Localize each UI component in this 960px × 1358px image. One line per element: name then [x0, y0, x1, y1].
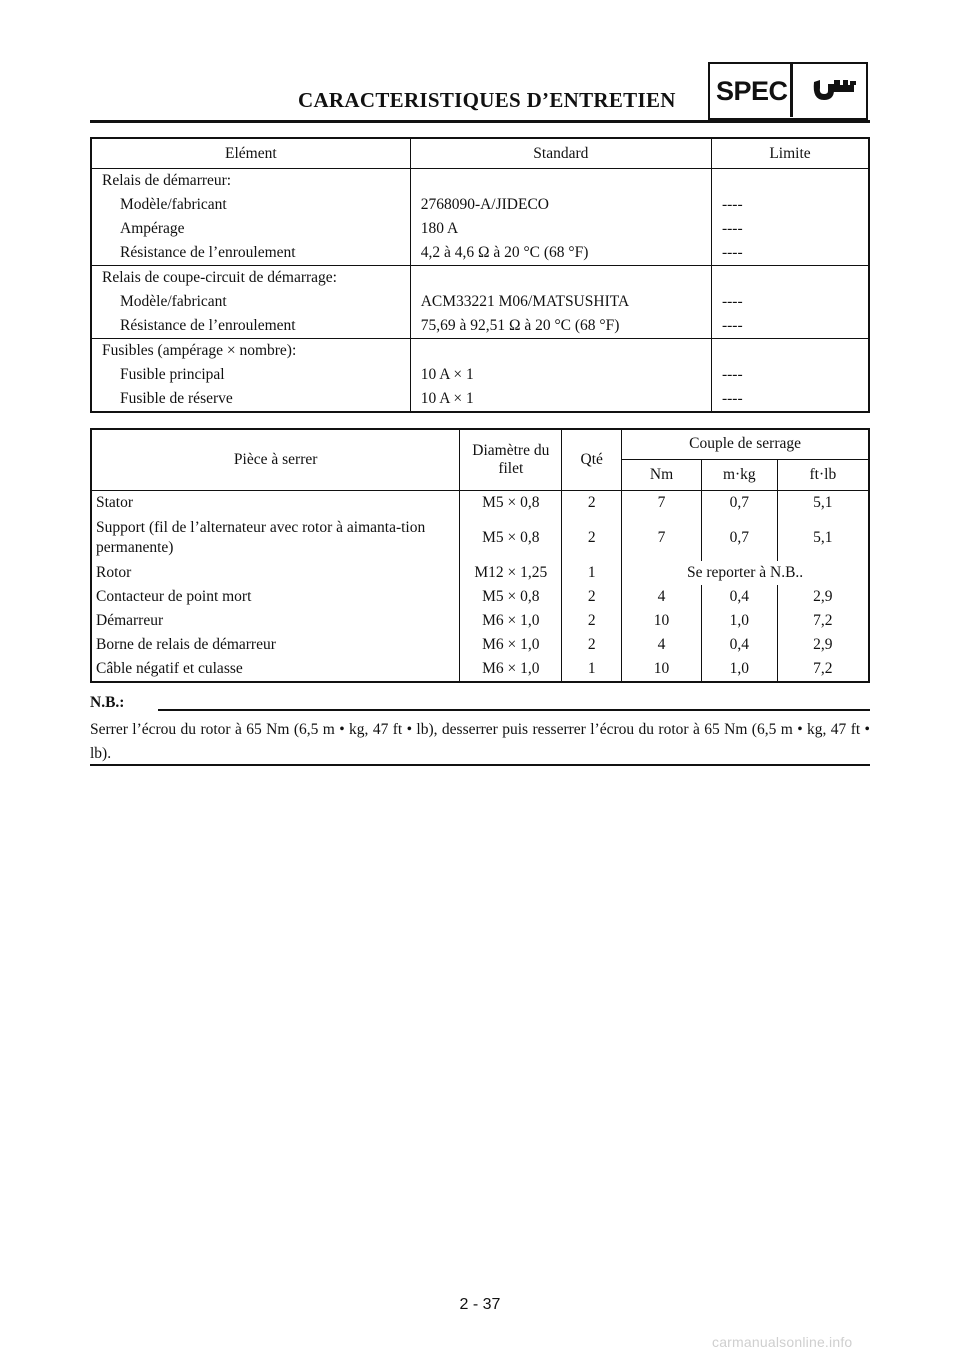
limit-cell: ---- — [721, 390, 743, 407]
group-row — [91, 266, 869, 291]
note-bottom-rule — [90, 764, 870, 766]
column-header-element: Elément — [91, 138, 410, 169]
qty-cell: 2 — [562, 585, 622, 609]
ftlb-cell: 2,9 — [813, 587, 833, 605]
thread-cell: M6 × 1,0 — [460, 609, 562, 633]
mkg-cell: 0,4 — [701, 585, 777, 609]
item-cell: Ampérage — [120, 220, 185, 237]
part-cell: Câble négatif et culasse — [91, 657, 460, 682]
table-row — [91, 657, 869, 682]
group-title: Relais de démarreur: — [91, 169, 410, 194]
mkg-cell: 1,0 — [701, 609, 777, 633]
page-number: 2 - 37 — [459, 1296, 501, 1313]
table-row — [91, 490, 869, 515]
part-cell: Borne de relais de démarreur — [91, 633, 460, 657]
table-row — [91, 585, 869, 609]
qty-cell: 2 — [562, 515, 622, 561]
item-cell: Modèle/fabricant — [120, 293, 227, 310]
qty-cell: 2 — [562, 490, 622, 515]
limit-cell: ---- — [721, 220, 743, 237]
part-cell: Stator — [91, 490, 460, 515]
thread-cell: M6 × 1,0 — [460, 633, 562, 657]
standard-cell: ACM33221 M06/MATSUSHITA — [410, 290, 711, 314]
limit-cell: ---- — [721, 317, 743, 334]
thread-cell: M12 × 1,25 — [460, 561, 562, 585]
nm-cell: 7 — [622, 515, 702, 561]
table-row — [91, 314, 869, 339]
torque-table — [90, 428, 870, 683]
ftlb-cell: 5,1 — [813, 528, 833, 546]
item-cell: Fusible de réserve — [120, 390, 233, 407]
standard-cell: 75,69 à 92,51 Ω à 20 °C (68 °F) — [410, 314, 711, 339]
group-title: Relais de coupe-circuit de démarrage: — [91, 266, 410, 291]
limit-cell: ---- — [721, 366, 743, 383]
item-cell: Fusible principal — [120, 366, 225, 383]
header-rule — [90, 120, 870, 123]
spec-table — [90, 137, 870, 413]
mkg-cell: 1,0 — [701, 657, 777, 682]
group-title: Fusibles (ampérage × nombre): — [91, 339, 410, 364]
standard-cell: 180 A — [410, 217, 711, 241]
header-qty: Qté — [562, 429, 622, 490]
item-cell: Résistance de l’enroulement — [120, 317, 296, 334]
group-row — [91, 339, 869, 364]
qty-cell: 1 — [562, 657, 622, 682]
part-cell: Support (fil de l’alternateur avec rotor à aimanta-tion permanente) — [91, 515, 460, 561]
standard-cell: 4,2 à 4,6 Ω à 20 °C (68 °F) — [410, 241, 711, 266]
note-text: Serrer l’écrou du rotor à 65 Nm (6,5 m • kg, 47 ft • lb), desserrer puis resserrer l’écrou du rotor à 65 Nm (6,5 m • kg, 47 ft • lb). — [90, 721, 870, 762]
nm-cell: 7 — [622, 490, 702, 515]
thread-cell: M5 × 0,8 — [460, 515, 562, 561]
standard-cell: 2768090-A/JIDECO — [410, 193, 711, 217]
page-title: CARACTERISTIQUES D’ENTRETIEN — [298, 88, 676, 112]
table-row — [91, 290, 869, 314]
badge-divider — [790, 64, 793, 117]
wrench-icon — [810, 74, 858, 108]
nm-cell: 4 — [622, 585, 702, 609]
limit-cell: ---- — [721, 293, 743, 310]
note-rule — [158, 709, 870, 711]
table-row — [91, 387, 869, 412]
qty-cell: 2 — [562, 633, 622, 657]
header-ftlb: ft·lb — [777, 459, 869, 490]
table-row — [91, 193, 869, 217]
column-header-limit: Limite — [711, 138, 869, 169]
header-thread-label: Diamètre du filet — [472, 441, 550, 477]
thread-cell: M5 × 0,8 — [460, 490, 562, 515]
ftlb-cell: 7,2 — [813, 659, 833, 677]
group-row — [91, 169, 869, 194]
header-part: Pièce à serrer — [91, 429, 460, 490]
table-row — [91, 609, 869, 633]
part-cell: Rotor — [91, 561, 460, 585]
table-row — [91, 241, 869, 266]
header-torque: Couple de serrage — [622, 429, 869, 459]
table-row — [91, 515, 869, 561]
nm-cell: 10 — [622, 609, 702, 633]
table-row — [91, 561, 869, 585]
spec-badge — [708, 62, 868, 120]
nm-cell: 10 — [622, 657, 702, 682]
ftlb-cell: 5,1 — [777, 490, 869, 515]
qty-cell: 1 — [562, 561, 622, 585]
spec-label: SPEC — [716, 76, 788, 106]
note-label: N.B.: — [90, 694, 125, 711]
part-cell: Contacteur de point mort — [91, 585, 460, 609]
table-row — [91, 633, 869, 657]
part-cell: Démarreur — [91, 609, 460, 633]
qty-cell: 2 — [562, 609, 622, 633]
watermark: carmanualsonline.info — [712, 1334, 853, 1350]
ftlb-cell: 2,9 — [813, 635, 833, 653]
page-header — [90, 62, 870, 122]
nm-cell: 4 — [622, 633, 702, 657]
limit-cell: ---- — [721, 244, 743, 261]
standard-cell: 10 A × 1 — [410, 363, 711, 387]
standard-cell: 10 A × 1 — [410, 387, 711, 412]
limit-cell: ---- — [721, 196, 743, 213]
header-nm: Nm — [622, 459, 702, 490]
item-cell: Modèle/fabricant — [120, 196, 227, 213]
table-row — [91, 363, 869, 387]
column-header-standard: Standard — [410, 138, 711, 169]
mkg-cell: 0,4 — [701, 633, 777, 657]
table-row — [91, 217, 869, 241]
item-cell: Résistance de l’enroulement — [120, 244, 296, 261]
thread-cell: M5 × 0,8 — [460, 585, 562, 609]
thread-cell: M6 × 1,0 — [460, 657, 562, 682]
ftlb-cell: 7,2 — [813, 611, 833, 629]
header-thread — [460, 429, 562, 490]
mkg-cell: 0,7 — [701, 490, 777, 515]
torque-note-cell: Se reporter à N.B.. — [686, 563, 804, 581]
mkg-cell: 0,7 — [701, 515, 777, 561]
header-mkg: m·kg — [701, 459, 777, 490]
